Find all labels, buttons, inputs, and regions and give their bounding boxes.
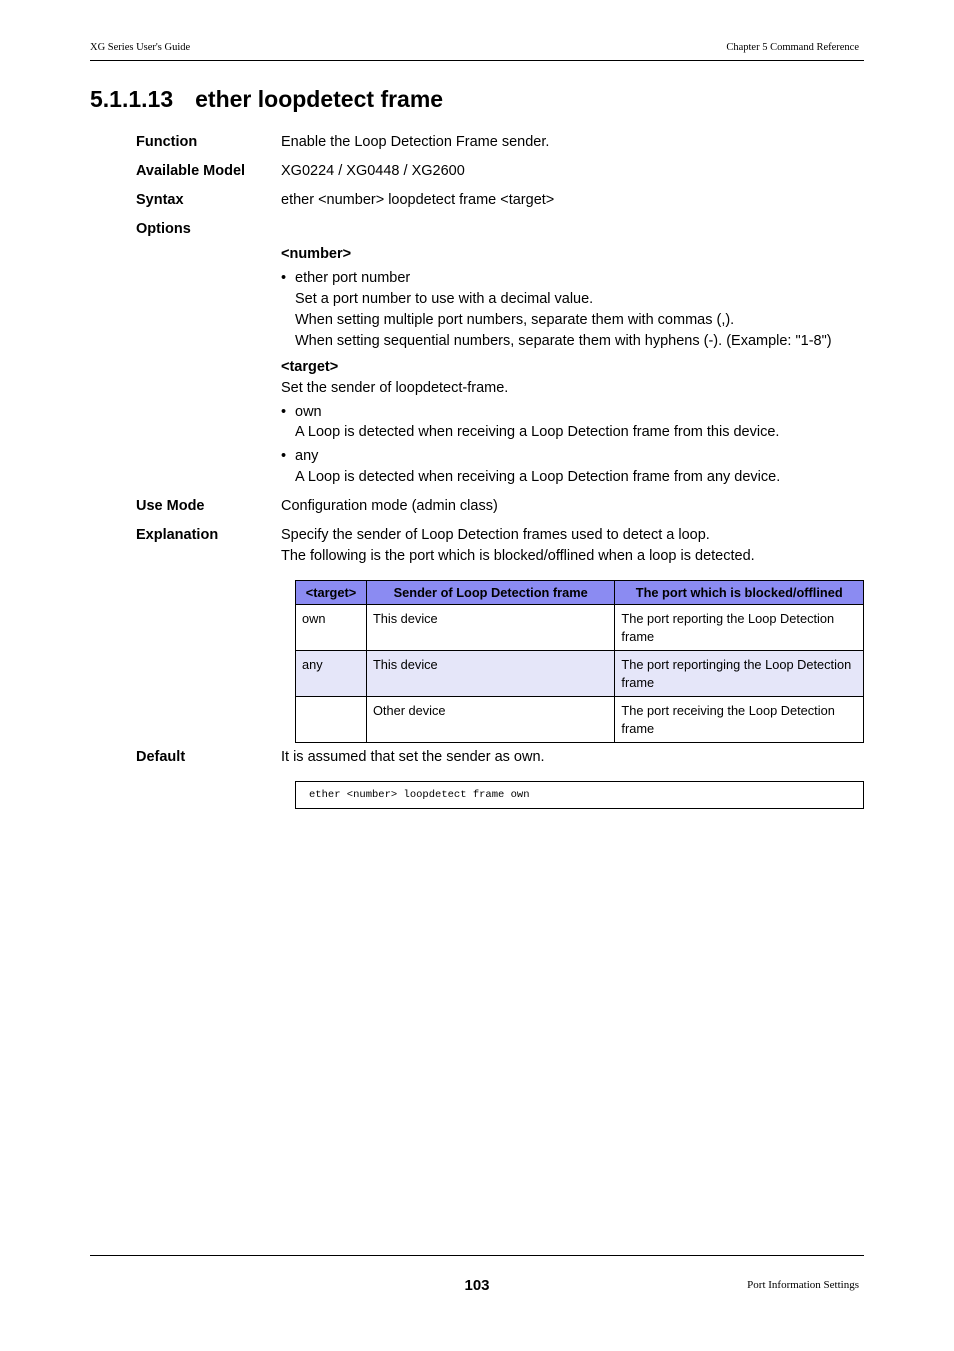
bullet-icon: • [281, 404, 287, 420]
option-number-line: When setting multiple port numbers, separate them with commas (,). [295, 312, 735, 328]
footer-rule [90, 1255, 864, 1256]
table-header-row [296, 581, 864, 605]
table-header-cell: Sender of Loop Detection frame [366, 581, 614, 605]
option-target-own-desc: A Loop is detected when receiving a Loop Detection frame from this device. [295, 424, 780, 440]
table-cell: The port reporting the Loop Detection frame [615, 605, 864, 651]
explanation-label: Explanation [136, 527, 219, 543]
table-cell: This device [366, 651, 614, 697]
table-cell: The port receiving the Loop Detection frame [615, 697, 864, 743]
use-mode-text: Configuration mode (admin class) [281, 498, 498, 514]
function-label: Function [136, 134, 198, 150]
option-target-any-text: any [295, 448, 319, 464]
bullet-icon: • [281, 448, 287, 464]
options-label: Options [136, 221, 191, 237]
bullet-icon: • [281, 270, 287, 286]
table-cell: Other device [366, 697, 614, 743]
running-header-left: XG Series User's Guide [90, 42, 191, 53]
page-number: 103 [464, 1277, 490, 1294]
explanation-line: The following is the port which is blocked/offlined when a loop is detected. [281, 548, 755, 564]
option-target-own [281, 404, 322, 420]
option-number-bullet-text: ether port number [295, 270, 411, 286]
option-target-any-desc: A Loop is detected when receiving a Loop Detection frame from any device. [295, 469, 781, 485]
syntax-label: Syntax [136, 192, 184, 208]
default-text: It is assumed that set the sender as own. [281, 749, 545, 765]
syntax-text: ether <number> loopdetect frame <target> [281, 192, 555, 208]
loop-detection-table [295, 580, 864, 743]
running-footer-right: Port Information Settings [747, 1279, 859, 1291]
option-number-heading: <number> [281, 246, 352, 262]
table-cell [296, 697, 367, 743]
table-cell: own [296, 605, 367, 651]
table-row [296, 651, 864, 697]
available-model-text: XG0224 / XG0448 / XG2600 [281, 163, 465, 179]
default-label: Default [136, 749, 186, 765]
option-number-line: Set a port number to use with a decimal value. [295, 291, 594, 307]
code-example: ether <number> loopdetect frame own [309, 789, 530, 801]
function-text: Enable the Loop Detection Frame sender. [281, 134, 550, 150]
available-model-label: Available Model [136, 163, 246, 179]
explanation-line: Specify the sender of Loop Detection frames used to detect a loop. [281, 527, 710, 543]
section-number: 5.1.1.13 [90, 86, 174, 112]
option-target-intro: Set the sender of loopdetect-frame. [281, 380, 509, 396]
table-header-cell: The port which is blocked/offlined [615, 581, 864, 605]
use-mode-label: Use Mode [136, 498, 205, 514]
header-rule [90, 60, 864, 61]
table-cell: This device [366, 605, 614, 651]
option-target-own-text: own [295, 404, 322, 420]
table-cell: The port reportinging the Loop Detection frame [615, 651, 864, 697]
code-example-box [295, 781, 864, 809]
option-target-any [281, 448, 318, 464]
option-number-line: When setting sequential numbers, separate them with hyphens (-). (Example: "1-8") [295, 333, 832, 349]
table-cell: any [296, 651, 367, 697]
table-row [296, 605, 864, 651]
table-header-cell: <target> [296, 581, 367, 605]
table-row [296, 697, 864, 743]
option-number-bullet [281, 270, 410, 286]
section-title [90, 86, 443, 113]
option-target-heading: <target> [281, 359, 339, 375]
section-title-text: ether loopdetect frame [195, 86, 444, 112]
running-header-right: Chapter 5 Command Reference [726, 42, 859, 53]
